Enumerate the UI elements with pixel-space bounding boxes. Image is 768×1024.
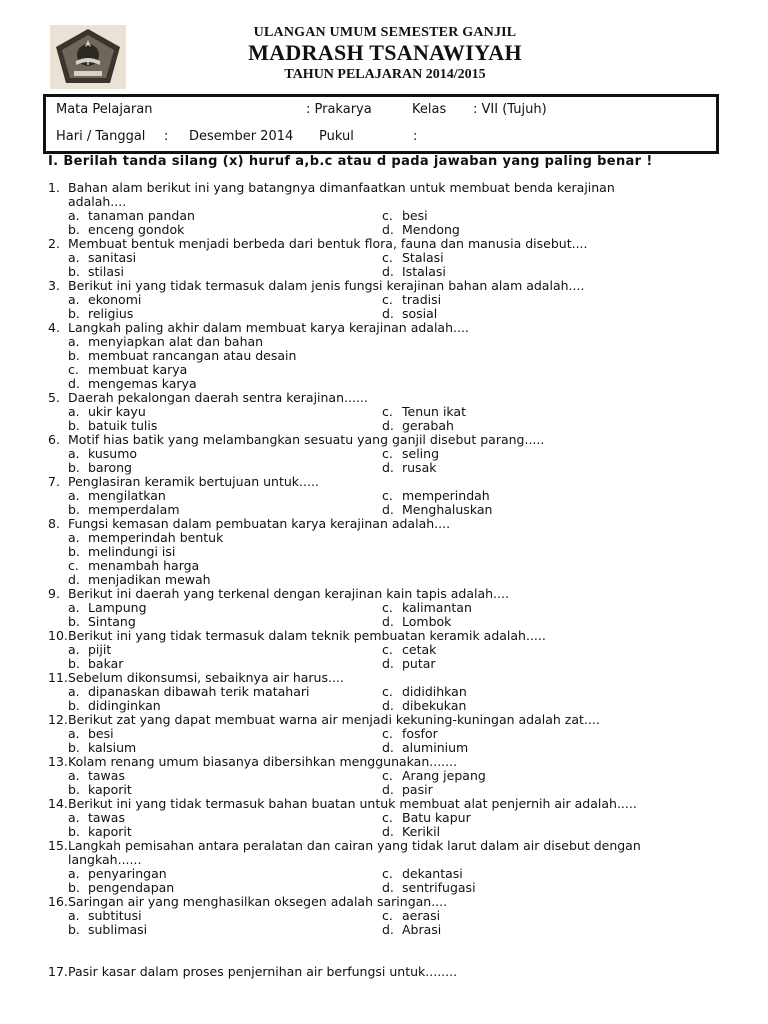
question-number: 14. [48,796,68,811]
answer-option[interactable] [382,909,440,923]
question-number: 3. [48,278,60,293]
option-text: Istalasi [402,264,446,279]
option-letter: b. [68,824,80,839]
option-letter: c. [382,726,393,741]
question-line [48,475,748,489]
question-text: Langkah paling akhir dalam membuat karya kerajinan adalah.... [68,320,469,335]
answer-option[interactable] [68,783,132,797]
option-letter: b. [68,460,80,475]
option-letter: b. [68,698,80,713]
option-text: aluminium [402,740,469,755]
answer-option[interactable] [68,811,125,825]
option-letter: c. [382,684,393,699]
option-text: seling [402,446,440,461]
option-text: fosfor [402,726,438,741]
question-item [48,797,748,839]
option-text: menyiapkan alat dan bahan [88,334,264,349]
option-text: menjadikan mewah [88,572,211,587]
question-number: 16. [48,894,68,909]
answer-option[interactable] [68,531,223,545]
answer-option[interactable] [382,881,476,895]
option-text: tradisi [402,292,442,307]
option-letter: b. [68,922,80,937]
option-letter: d. [68,376,80,391]
answer-option[interactable] [68,769,125,783]
option-letter: d. [382,880,394,895]
question-item [48,629,748,671]
option-text: kalimantan [402,600,472,615]
question-line [48,629,748,643]
option-letter: d. [382,922,394,937]
option-letter: b. [68,502,80,517]
option-text: dididihkan [402,684,467,699]
answer-option[interactable] [382,209,428,223]
question-line [48,321,748,335]
option-letter: d. [382,264,394,279]
question-line [48,279,748,293]
instruction-text: I. Berilah tanda silang (x) huruf a,b.c atau d pada jawaban yang paling benar ! [48,154,653,169]
subject-value: : Prakarya [306,102,372,117]
answer-option[interactable] [68,657,123,671]
question-line [48,895,748,909]
question-line [48,713,748,727]
answer-option[interactable] [382,419,454,433]
option-text: besi [402,208,428,223]
question-text: Daerah pekalongan daerah sentra kerajinan...... [68,390,368,405]
option-text: Stalasi [402,250,444,265]
option-letter: c. [382,810,393,825]
option-letter: a. [68,292,80,307]
option-letter: c. [382,446,393,461]
answer-option[interactable] [382,657,436,671]
answer-option[interactable] [382,503,492,517]
answer-option[interactable] [68,559,199,573]
option-text: didinginkan [88,698,161,713]
option-letter: d. [382,222,394,237]
question-number: 17. [48,964,68,979]
question-item [48,321,748,391]
question-line [48,965,748,979]
option-letter: b. [68,782,80,797]
question-text: Berikut ini yang tidak termasuk dalam jenis fungsi kerajinan bahan alam adalah.... [68,278,585,293]
option-letter: d. [382,614,394,629]
question-number: 11. [48,670,68,685]
option-text: religius [88,306,134,321]
option-letter: d. [382,740,394,755]
option-letter: d. [382,306,394,321]
question-line [48,391,748,405]
question-number: 13. [48,754,68,769]
option-text: pijit [88,642,112,657]
option-text: Kerikil [402,824,441,839]
answer-option[interactable] [382,769,486,783]
option-letter: a. [68,446,80,461]
exam-title: ULANGAN UMUM SEMESTER GANJIL [253,25,517,40]
answer-option[interactable] [382,447,439,461]
answer-option[interactable] [68,909,142,923]
answer-option[interactable] [382,811,471,825]
answer-option[interactable] [382,727,438,741]
option-letter: a. [68,334,80,349]
option-text: dipanaskan dibawah terik matahari [88,684,310,699]
option-text: sanitasi [88,250,137,265]
question-text: Kolam renang umum biasanya dibersihkan menggunakan....... [68,754,458,769]
answer-option[interactable] [382,741,468,755]
question-line [48,195,748,209]
question-number: 9. [48,586,60,601]
option-text: Mendong [402,222,460,237]
option-letter: c. [68,362,79,377]
option-text: memperdalam [88,502,180,517]
question-text: langkah...... [68,852,142,867]
option-letter: a. [68,208,80,223]
option-text: batuik tulis [88,418,158,433]
option-text: penyaringan [88,866,167,881]
question-item [48,713,748,755]
option-letter: b. [68,614,80,629]
answer-option[interactable] [382,923,441,937]
question-text: Motif hias batik yang melambangkan sesuatu yang ganjil disebut parang..... [68,432,545,447]
option-letter: d. [382,824,394,839]
answer-option[interactable] [68,923,147,937]
answer-option[interactable] [68,293,141,307]
option-text: Menghaluskan [402,502,493,517]
answer-option[interactable] [68,223,184,237]
answer-option[interactable] [382,867,463,881]
answer-option[interactable] [68,741,136,755]
option-letter: d. [382,460,394,475]
question-item [48,587,748,629]
question-text: Sebelum dikonsumsi, sebaiknya air harus.... [68,670,344,685]
question-number: 15. [48,838,68,853]
option-letter: c. [382,404,393,419]
question-number: 12. [48,712,68,727]
answer-option[interactable] [68,489,166,503]
option-letter: c. [68,558,79,573]
date-colon: : [164,129,169,144]
question-text: adalah.... [68,194,127,209]
question-line [48,797,748,811]
option-text: pengendapan [88,880,175,895]
subject-label: Mata Pelajaran [56,102,153,117]
option-letter: c. [382,866,393,881]
question-item [48,517,748,587]
option-letter: c. [382,208,393,223]
answer-option[interactable] [382,825,440,839]
option-text: stilasi [88,264,125,279]
option-letter: a. [68,810,80,825]
answer-option[interactable] [68,363,187,377]
option-text: cetak [402,642,437,657]
option-letter: d. [382,502,394,517]
option-letter: a. [68,600,80,615]
option-letter: c. [382,600,393,615]
answer-option[interactable] [382,461,436,475]
option-text: rusak [402,460,437,475]
option-text: putar [402,656,436,671]
option-text: Tenun ikat [402,404,466,419]
question-line [48,755,748,769]
answer-option[interactable] [68,545,175,559]
option-text: pasir [402,782,433,797]
answer-option[interactable] [68,573,211,587]
option-text: sentrifugasi [402,880,476,895]
answer-option[interactable] [68,685,309,699]
option-text: Sintang [88,614,136,629]
school-emblem-logo [50,25,126,89]
option-letter: a. [68,684,80,699]
option-letter: a. [68,488,80,503]
answer-option[interactable] [68,825,132,839]
answer-option[interactable] [382,615,451,629]
option-letter: b. [68,222,80,237]
question-number: 1. [48,180,60,195]
option-text: tawas [88,810,125,825]
option-text: barong [88,460,132,475]
option-text: mengemas karya [88,376,197,391]
option-letter: b. [68,656,80,671]
question-number: 6. [48,432,60,447]
question-number: 7. [48,474,60,489]
question-text: Berikut zat yang dapat membuat warna air menjadi kekuning-kuningan adalah zat.... [68,712,600,727]
answer-option[interactable] [382,223,460,237]
option-text: dibekukan [402,698,467,713]
question-item [48,433,748,475]
question-text: Fungsi kemasan dalam pembuatan karya kerajinan adalah.... [68,516,451,531]
option-text: memperindah [402,488,490,503]
option-text: sosial [402,306,438,321]
academic-year: TAHUN PELAJARAN 2014/2015 [284,67,486,82]
answer-option[interactable] [382,643,436,657]
answer-option[interactable] [68,601,147,615]
answer-option[interactable] [68,615,136,629]
option-letter: a. [68,250,80,265]
option-letter: d. [382,698,394,713]
option-text: ukir kayu [88,404,146,419]
option-text: Batu kapur [402,810,471,825]
exam-info-box [43,94,719,154]
question-item [48,237,748,279]
option-text: tawas [88,768,125,783]
question-number: 8. [48,516,60,531]
date-label: Hari / Tanggal [56,129,146,144]
option-letter: c. [382,292,393,307]
answer-option[interactable] [68,251,136,265]
option-text: Lombok [402,614,452,629]
option-text: kaporit [88,824,132,839]
option-text: Arang jepang [402,768,486,783]
answer-option[interactable] [68,349,296,363]
option-letter: c. [382,488,393,503]
question-item [48,839,748,895]
option-letter: b. [68,544,80,559]
option-letter: b. [68,306,80,321]
option-letter: a. [68,768,80,783]
time-colon: : [413,129,418,144]
option-letter: d. [382,418,394,433]
option-letter: b. [68,348,80,363]
answer-option[interactable] [68,447,137,461]
option-text: aerasi [402,908,441,923]
option-letter: a. [68,866,80,881]
question-line [48,181,748,195]
question-text: Pasir kasar dalam proses penjernihan air berfungsi untuk........ [68,964,458,979]
option-letter: d. [68,572,80,587]
question-item [48,475,748,517]
question-item [48,755,748,797]
option-text: mengilatkan [88,488,166,503]
option-text: gerabah [402,418,454,433]
question-text: Saringan air yang menghasilkan oksegen adalah saringan.... [68,894,448,909]
option-letter: b. [68,418,80,433]
answer-option[interactable] [68,867,167,881]
option-text: sublimasi [88,922,148,937]
option-letter: b. [68,264,80,279]
answer-option[interactable] [382,685,467,699]
answer-option[interactable] [68,405,146,419]
question-text: Penglasiran keramik bertujuan untuk..... [68,474,319,489]
option-text: membuat rancangan atau desain [88,348,297,363]
answer-option[interactable] [68,699,161,713]
answer-option[interactable] [382,489,490,503]
answer-option[interactable] [68,307,133,321]
question-line [48,433,748,447]
option-text: kalsium [88,740,137,755]
question-text: Berikut ini yang tidak termasuk dalam teknik pembuatan keramik adalah..... [68,628,546,643]
option-text: enceng gondok [88,222,185,237]
answer-option[interactable] [68,503,180,517]
answer-option[interactable] [382,601,472,615]
option-letter: c. [382,642,393,657]
time-label: Pukul [319,129,354,144]
question-item [48,181,748,237]
question-line [48,839,748,853]
question-number: 10. [48,628,68,643]
answer-option[interactable] [382,293,441,307]
option-text: tanaman pandan [88,208,195,223]
option-text: melindungi isi [88,544,176,559]
answer-option[interactable] [382,405,466,419]
question-line [48,853,748,867]
question-line [48,517,748,531]
school-name: MADRASH TSANAWIYAH [248,40,522,65]
answer-option[interactable] [382,699,466,713]
option-letter: a. [68,642,80,657]
option-letter: a. [68,726,80,741]
question-line [48,237,748,251]
option-letter: c. [382,250,393,265]
option-text: dekantasi [402,866,463,881]
answer-option[interactable] [68,461,132,475]
option-letter: c. [382,908,393,923]
option-text: memperindah bentuk [88,530,224,545]
question-item [48,895,748,937]
question-item [48,671,748,713]
question-number: 5. [48,390,60,405]
answer-option[interactable] [68,209,195,223]
answer-option[interactable] [68,377,197,391]
class-label: Kelas [412,102,447,117]
answer-option[interactable] [382,307,437,321]
question-text: Bahan alam berikut ini yang batangnya dimanfaatkan untuk membuat benda kerajinan [68,180,615,195]
question-item [48,391,748,433]
option-text: besi [88,726,114,741]
option-text: kaporit [88,782,132,797]
date-value: Desember 2014 [189,129,294,144]
option-text: bakar [88,656,124,671]
option-text: subtitusi [88,908,142,923]
answer-option[interactable] [382,251,444,265]
option-text: menambah harga [88,558,200,573]
option-text: kusumo [88,446,138,461]
question-item [48,965,748,979]
answer-option[interactable] [382,783,433,797]
option-text: Lampung [88,600,147,615]
option-letter: d. [382,782,394,797]
question-text: Berikut ini daerah yang terkenal dengan kerajinan kain tapis adalah.... [68,586,509,601]
option-text: Abrasi [402,922,442,937]
option-letter: b. [68,740,80,755]
option-letter: c. [382,768,393,783]
question-line [48,671,748,685]
question-text: Membuat bentuk menjadi berbeda dari bentuk flora, fauna dan manusia disebut.... [68,236,588,251]
answer-option[interactable] [68,265,124,279]
class-value: : VII (Tujuh) [473,102,547,117]
question-number: 2. [48,236,60,251]
answer-option[interactable] [68,727,114,741]
option-letter: d. [382,656,394,671]
question-number: 4. [48,320,60,335]
option-letter: a. [68,908,80,923]
answer-option[interactable] [68,881,174,895]
answer-option[interactable] [68,419,157,433]
question-text: Langkah pemisahan antara peralatan dan cairan yang tidak larut dalam air disebut dengan [68,838,641,853]
question-line [48,587,748,601]
question-item [48,279,748,321]
answer-option[interactable] [68,335,263,349]
option-text: ekonomi [88,292,142,307]
option-letter: a. [68,530,80,545]
option-text: membuat karya [88,362,188,377]
question-text: Berikut ini yang tidak termasuk bahan buatan untuk membuat alat penjernih air adalah..... [68,796,637,811]
answer-option[interactable] [382,265,446,279]
option-letter: b. [68,880,80,895]
answer-option[interactable] [68,643,111,657]
option-letter: a. [68,404,80,419]
